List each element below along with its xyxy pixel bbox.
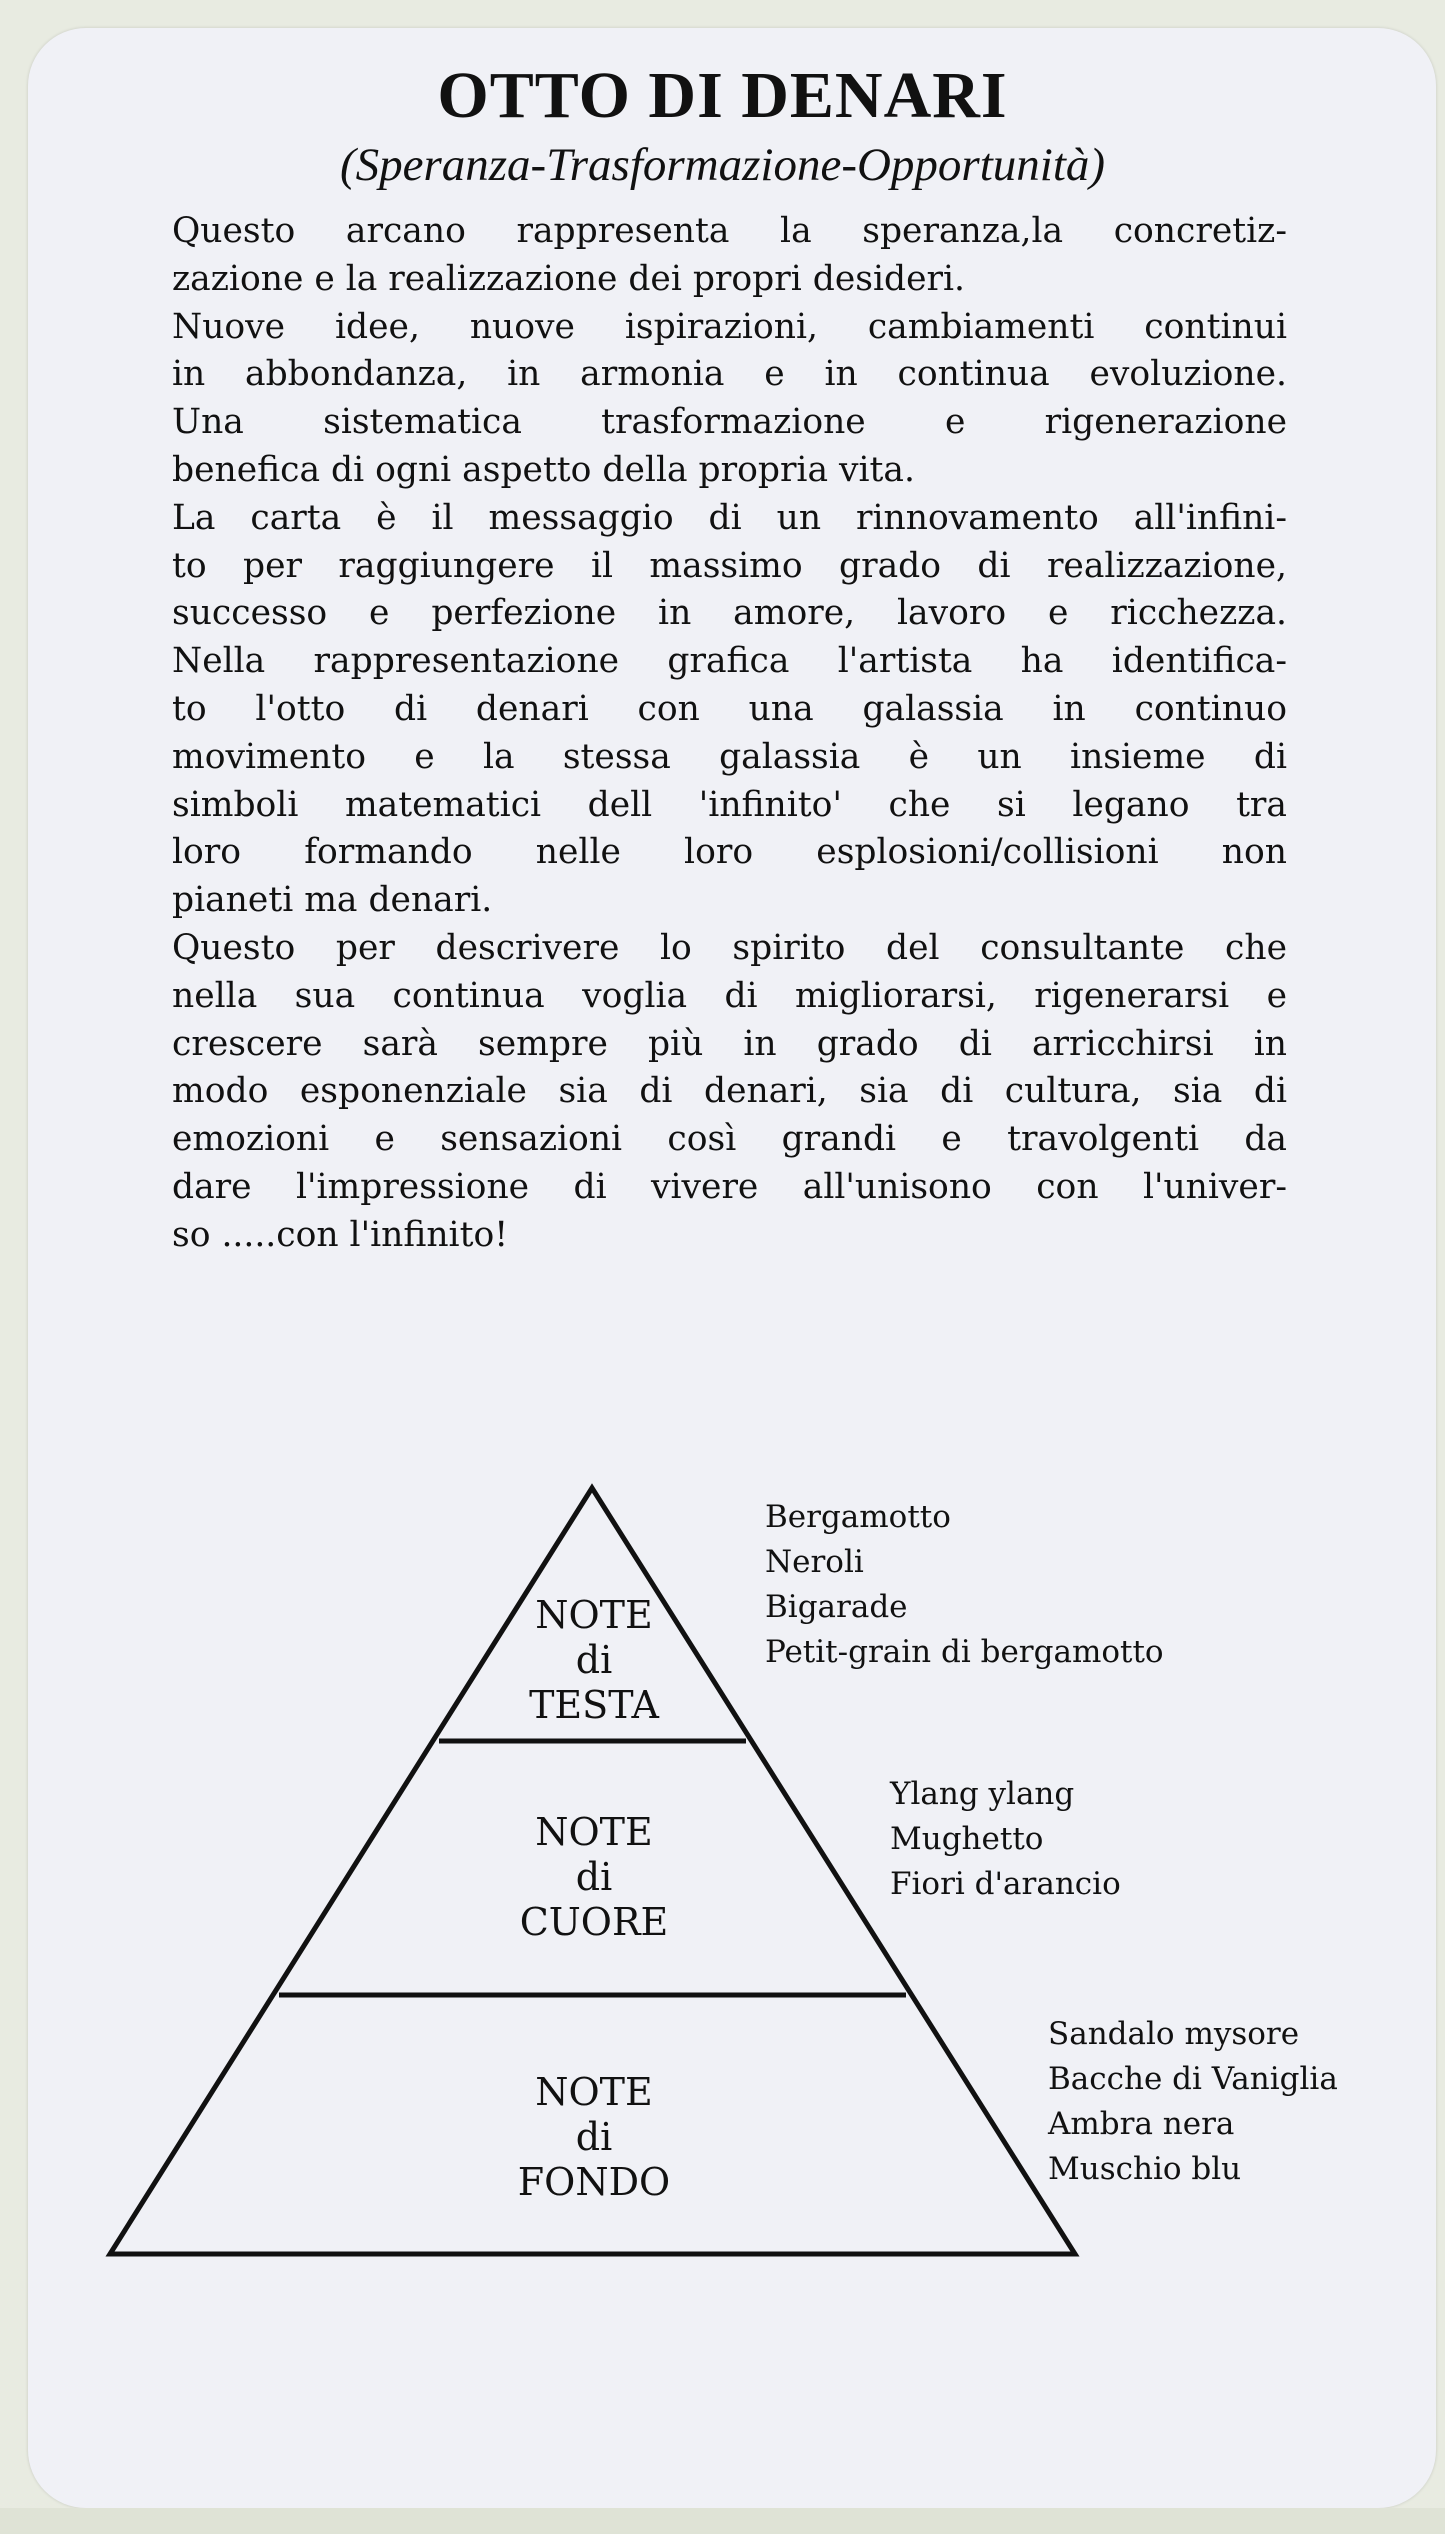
tier-label-line: TESTA bbox=[529, 1683, 659, 1727]
description-line: movimento e la stessa galassia è un insieme di bbox=[172, 736, 1287, 777]
description-line: dare l'impressione di vivere all'unisono con l'univer- bbox=[172, 1166, 1287, 1207]
description-line: Questo arcano rappresenta la speranza,la concretiz- bbox=[172, 211, 1287, 251]
description-line: Nuove idee, nuove ispirazioni, cambiamenti continui bbox=[172, 306, 1287, 347]
card-title: OTTO DI DENARI bbox=[437, 59, 1008, 132]
tier-label-line: NOTE bbox=[535, 1593, 653, 1637]
card-subtitle: (Speranza-Trasformazione-Opportunità) bbox=[339, 139, 1106, 191]
tier-label-line: FONDO bbox=[517, 2160, 671, 2204]
note-item: Ylang ylang bbox=[890, 1776, 1075, 1812]
note-item: Muschio blu bbox=[1048, 2151, 1242, 2187]
description-line: loro formando nelle loro esplosioni/collisioni non bbox=[172, 832, 1287, 873]
note-item: Sandalo mysore bbox=[1048, 2016, 1300, 2052]
description-line: pianeti ma denari. bbox=[172, 880, 493, 921]
tier-label-line: CUORE bbox=[519, 1900, 669, 1944]
tier-label-line: di bbox=[575, 1638, 613, 1682]
tier-label-line: NOTE bbox=[535, 1810, 653, 1854]
note-item: Ambra nera bbox=[1048, 2106, 1235, 2142]
description-line: in abbondanza, in armonia e in continua evoluzione. bbox=[172, 354, 1287, 395]
description-line: simboli matematici dell 'infinito' che si legano tra bbox=[172, 784, 1287, 825]
description-line: La carta è il messaggio di un rinnovamento all'infini- bbox=[172, 497, 1287, 538]
tier-label-cuore bbox=[484, 1810, 704, 1945]
notes-list-fondo bbox=[1048, 2012, 1338, 2192]
note-item: Fiori d'arancio bbox=[890, 1866, 1121, 1902]
note-item: Bergamotto bbox=[765, 1499, 951, 1535]
note-item: Mughetto bbox=[890, 1821, 1044, 1857]
description-line: nella sua continua voglia di migliorarsi, rigenerarsi e bbox=[172, 975, 1287, 1016]
tier-label-line: di bbox=[575, 2115, 613, 2159]
description-line: successo e perfezione in amore, lavoro e ricchezza. bbox=[172, 593, 1287, 634]
description-line: benefica di ogni aspetto della propria vita. bbox=[172, 449, 915, 490]
description-line: Questo per descrivere lo spirito del consultante che bbox=[172, 927, 1287, 968]
notes-list-cuore bbox=[890, 1772, 1121, 1907]
tier-label-fondo bbox=[484, 2070, 704, 2205]
note-item: Bacche di Vaniglia bbox=[1048, 2061, 1338, 2097]
description-line: to l'otto di denari con una galassia in continuo bbox=[172, 688, 1287, 729]
description-line: so .....con l'infinito! bbox=[172, 1214, 509, 1255]
description-line: to per raggiungere il massimo grado di realizzazione, bbox=[172, 545, 1287, 586]
notes-list-testa bbox=[765, 1495, 1164, 1675]
description-line: zazione e la realizzazione dei propri desideri. bbox=[172, 258, 965, 299]
description-line: Una sistematica trasformazione e rigenerazione bbox=[172, 402, 1287, 443]
note-item: Petit-grain di bergamotto bbox=[765, 1634, 1164, 1670]
tier-label-line: di bbox=[575, 1855, 613, 1899]
tier-label-line: NOTE bbox=[535, 2070, 653, 2114]
note-item: Bigarade bbox=[765, 1589, 908, 1625]
note-item: Neroli bbox=[765, 1544, 864, 1580]
description-line: crescere sarà sempre più in grado di arricchirsi in bbox=[172, 1023, 1287, 1064]
description-line: Nella rappresentazione grafica l'artista ha identifica- bbox=[172, 641, 1287, 682]
description-line: modo esponenziale sia di denari, sia di cultura, sia di bbox=[172, 1071, 1287, 1112]
tier-label-testa bbox=[484, 1593, 704, 1728]
description-line: emozioni e sensazioni così grandi e travolgenti da bbox=[172, 1119, 1287, 1160]
